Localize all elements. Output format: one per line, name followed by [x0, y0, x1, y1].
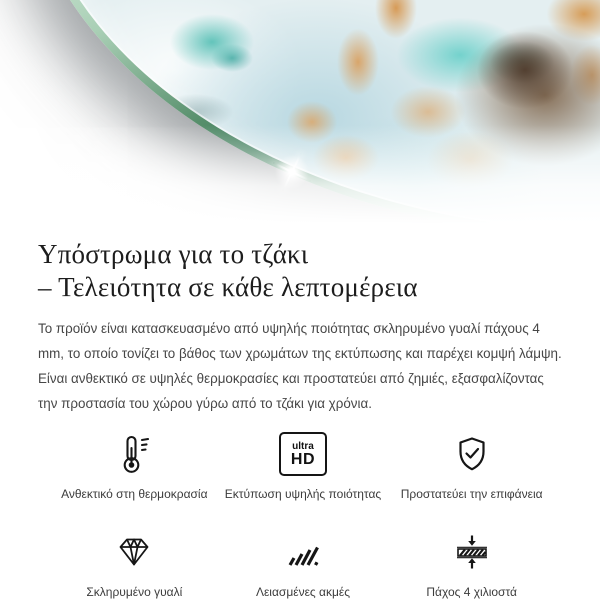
thickness-icon [452, 531, 492, 573]
polished-edges-icon [283, 531, 323, 573]
ultra-hd-icon-text-top: ultra [292, 440, 314, 452]
thermometer-icon [115, 433, 153, 475]
feature-item-tempered-glass [50, 531, 219, 599]
feature-label: Σκληρυμένο γυαλί [86, 585, 183, 599]
feature-label: Λειασμένες ακμές [255, 585, 351, 599]
feature-item-temperature [50, 433, 219, 501]
feature-item-surface-protection [387, 433, 556, 501]
ultra-hd-icon [279, 433, 327, 475]
ultra-hd-icon-text-bottom: HD [290, 450, 316, 468]
diamond-icon [114, 531, 154, 573]
feature-label: Εκτύπωση υψηλής ποιότητας [224, 487, 382, 501]
feature-item-polished-edges [219, 531, 388, 599]
features-grid [38, 433, 562, 599]
feature-item-thickness [387, 531, 556, 599]
feature-label: Προστατεύει την επιφάνεια [400, 487, 543, 501]
feature-label: Πάχος 4 χιλιοστά [426, 585, 517, 599]
page-title-line2: – Τελειότητα σε κάθε λεπτομέρεια [38, 272, 418, 302]
shield-check-icon [452, 433, 492, 475]
product-image[interactable] [0, 0, 600, 230]
hero-fade [0, 125, 600, 230]
feature-label: Ανθεκτικό στη θερμοκρασία [61, 487, 208, 501]
page-title [38, 238, 562, 304]
content-area [0, 238, 600, 599]
product-description: Το προϊόν είναι κατασκευασμένο από υψηλής ποιότητας σκληρυμένο γυαλί πάχους 4 mm, το οποίο τονίζει το βάθος των χρωμάτων της εκτύπωσης και παρέχει κομψή λάμψη. Είναι ανθεκτικό σε υψηλές θερμοκρασίες και προστατεύει από ζημιές, εξασφαλίζοντας την προστασία του χώρου γύρω από το τζάκι για χρόνια. [38, 321, 562, 411]
feature-item-print-quality [219, 433, 388, 501]
page-title-line1: Υπόστρωμα για το τζάκι [38, 239, 309, 269]
